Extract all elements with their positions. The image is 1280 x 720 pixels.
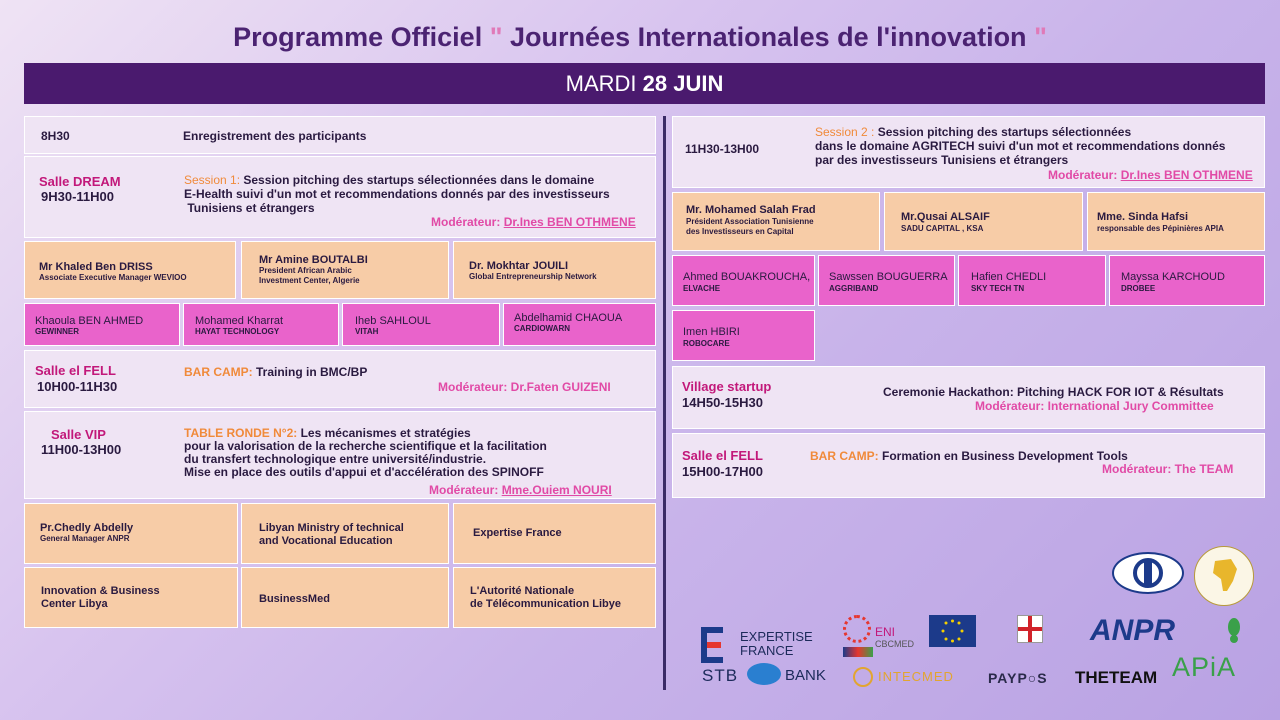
eni-cbcmed-logo	[875, 626, 914, 650]
investor-name: Mme. Sinda Hafsi	[1097, 211, 1189, 223]
paypos-logo: PAYP○S	[988, 670, 1048, 686]
session-text-2: pour la valorisation de la recherche scientifique et la facilitation	[184, 439, 547, 453]
moderator-name: Mme.Ouiem NOURI	[501, 483, 612, 497]
cbcmed-stripe-icon	[843, 647, 873, 657]
session-text-1: Session pitching des startups sélectionnées	[874, 125, 1132, 139]
session-description: Ceremonie Hackathon: Pitching HACK FOR IOT & Résultats	[883, 385, 1224, 399]
investor-role: Global Entrepreneurship Network	[469, 272, 597, 281]
startup-company: DROBEE	[1121, 284, 1156, 293]
salle-name: Salle DREAM	[39, 174, 121, 189]
panelist-card	[453, 567, 656, 628]
startup-name: Khaoula BEN AHMED	[35, 315, 144, 327]
panelist-card	[24, 503, 238, 564]
startup-card	[958, 255, 1106, 306]
session-label: BAR CAMP:	[184, 365, 253, 379]
salle-name: Village startup	[682, 379, 772, 394]
session-text-4: Mise en place des outils d'appui et d'accélération des SPINOFF	[184, 465, 544, 479]
session-description	[810, 449, 1128, 463]
registration-time: 8H30	[41, 129, 70, 143]
expertise-france-logo	[740, 630, 813, 658]
startup-card	[1109, 255, 1265, 306]
title-quote-open: "	[489, 22, 503, 52]
apip-emblem-icon	[1114, 554, 1182, 592]
registration-row	[24, 116, 656, 154]
startup-card	[342, 303, 500, 346]
registration-text: Enregistrement des participants	[183, 129, 367, 143]
session-text-1: Session pitching des startups sélectionnées dans le domaine	[240, 173, 595, 187]
intecmed-logo: INTECMED	[878, 669, 954, 684]
investor-role-2: Investment Center, Algerie	[259, 276, 360, 285]
startup-company: AGGRIBAND	[829, 284, 879, 293]
investor-card	[884, 192, 1083, 251]
startup-company: CARDIOWARN	[514, 324, 570, 333]
startup-card	[818, 255, 955, 306]
session-vip	[24, 411, 656, 499]
moderator-label: Modérateur:	[429, 483, 502, 497]
page-title	[0, 22, 1280, 53]
africa-map-icon	[1195, 547, 1253, 605]
panelist-card	[453, 503, 656, 564]
startup-company: ROBOCARE	[683, 339, 730, 348]
session-text-2: E-Health suivi d'un mot et recommendations donnés par des investisseurs	[184, 187, 610, 201]
panelist-name: L'Autorité Nationale	[470, 585, 575, 597]
session-time: 10H00-11H30	[37, 379, 118, 394]
session-fell-2	[672, 433, 1265, 498]
logo-text-1: ENI	[875, 625, 896, 639]
session-description	[184, 365, 367, 379]
investor-name: Mr. Mohamed Salah Frad	[686, 204, 816, 216]
session-dream	[24, 156, 656, 238]
startup-name: Imen HBIRI	[683, 326, 740, 338]
session-time: 11H30-13H00	[685, 142, 760, 156]
title-quote-close: "	[1034, 22, 1047, 52]
panelist-card	[241, 503, 449, 564]
panelist-name-2: Center Libya	[41, 598, 108, 610]
investor-name: Mr.Qusai ALSAIF	[901, 211, 990, 223]
salle-name: Salle el FELL	[682, 448, 763, 463]
session-label: Session 1:	[184, 173, 241, 187]
stb-bank-text: BANK	[785, 667, 826, 684]
startup-company: VITAH	[355, 327, 379, 336]
investor-card	[1087, 192, 1265, 251]
moderator	[431, 215, 636, 229]
investor-name: Mr Amine BOUTALBI	[259, 254, 368, 266]
column-divider	[663, 116, 666, 690]
startup-company: HAYAT TECHNOLOGY	[195, 327, 280, 336]
session-time: 9H30-11H00	[41, 189, 114, 204]
panelist-role: General Manager ANPR	[40, 534, 130, 543]
session-label: BAR CAMP:	[810, 449, 879, 463]
startup-card	[503, 303, 656, 346]
startup-company: SKY TECH TN	[971, 284, 1025, 293]
panelist-name: Innovation & Business	[41, 585, 160, 597]
salle-name: Salle el FELL	[35, 363, 116, 378]
session-label: TABLE RONDE N°2:	[184, 426, 298, 440]
investor-card	[241, 241, 449, 299]
panelist-card	[241, 567, 449, 628]
moderator-name: Dr.Ines BEN OTHMENE	[1120, 168, 1253, 182]
session-text-3: du transfert technologique entre université/industrie.	[184, 452, 487, 466]
session-text: Formation en Business Development Tools	[878, 449, 1128, 463]
africa-emblem-logo	[1194, 546, 1254, 606]
salle-name: Salle VIP	[51, 427, 106, 442]
startup-name: Hafien CHEDLI	[971, 271, 1047, 283]
panelist-name: Libyan Ministry of technical	[259, 522, 404, 534]
session-description	[815, 125, 1265, 167]
investor-role: President African Arabic	[259, 266, 352, 275]
investor-role: Associate Executive Manager WEVIOO	[39, 273, 187, 282]
session-text-3: Tunisiens et étrangers	[187, 201, 315, 215]
startup-name: Ahmed BOUAKROUCHA,	[683, 271, 811, 283]
startup-card	[672, 310, 815, 361]
stb-logo-text: STB	[702, 666, 739, 685]
startup-card	[672, 255, 815, 306]
startup-company: GEWINNER	[35, 327, 79, 336]
startup-name: Abdelhamid CHAOUA	[514, 312, 623, 324]
moderator-label: Modérateur:	[1048, 168, 1121, 182]
session-village	[672, 366, 1265, 429]
moderator: Modérateur: International Jury Committee	[975, 399, 1214, 413]
investor-role: Président Association Tunisienne	[686, 217, 814, 226]
session-time: 11H00-13H00	[41, 442, 122, 457]
session-time: 14H50-15H30	[682, 395, 763, 410]
session-description	[184, 173, 654, 215]
intecmed-icon	[853, 667, 873, 687]
panelist-name: Expertise France	[473, 527, 562, 539]
eni-cbcmed-icon	[843, 615, 871, 643]
startup-name: Mohamed Kharrat	[195, 315, 284, 327]
moderator: Modérateur: Dr.Faten GUIZENI	[438, 380, 611, 394]
panelist-card	[24, 567, 238, 628]
session-label: Session 2 :	[815, 125, 875, 139]
startup-card	[24, 303, 180, 346]
panelist-name-2: de Télécommunication Libye	[470, 598, 621, 610]
startup-name: Sawssen BOUGUERRA	[829, 271, 948, 283]
session-text: Training in BMC/BP	[252, 365, 368, 379]
investor-card	[24, 241, 236, 299]
investor-name: Mr Khaled Ben DRISS	[39, 261, 153, 273]
session-text-2: dans le domaine AGRITECH suivi d'un mot et recommendations donnés	[815, 139, 1226, 153]
title-main: Programme Officiel	[233, 22, 483, 52]
expertise-france-icon	[701, 627, 723, 663]
session-fell	[24, 350, 656, 408]
apip-emblem-logo	[1112, 552, 1184, 594]
sardinia-flag-icon	[1017, 615, 1043, 643]
day-label: MARDI	[565, 71, 637, 96]
startup-company: ELVACHE	[683, 284, 721, 293]
panelist-name: BusinessMed	[259, 593, 330, 605]
moderator-name: Dr.Ines BEN OTHMENE	[503, 215, 636, 229]
investor-role: responsable des Pépinières APIA	[1097, 224, 1224, 233]
investor-role-2: des Investisseurs en Capital	[686, 227, 794, 236]
stb-brain-icon	[747, 663, 781, 685]
title-subtitle: Journées Internationales de l'innovation	[502, 22, 1035, 52]
session-description	[184, 427, 654, 479]
moderator	[429, 483, 612, 497]
session-time: 15H00-17H00	[682, 464, 763, 479]
startup-name: Iheb SAHLOUL	[355, 315, 431, 327]
apia-leaf-icon	[1220, 617, 1248, 645]
logo-text-2: CBCMED	[875, 639, 915, 649]
investor-card	[672, 192, 880, 251]
session-text-1: Les mécanismes et stratégies	[297, 426, 471, 440]
investor-name: Dr. Mokhtar JOUILI	[469, 260, 569, 272]
logo-text-1: EXPERTISE	[740, 629, 813, 644]
panelist-name: Pr.Chedly Abdelly	[40, 522, 134, 534]
startup-card	[183, 303, 339, 346]
startup-name: Mayssa KARCHOUD	[1121, 271, 1225, 283]
anpr-logo: ANPR	[1090, 614, 1176, 647]
eu-flag-icon	[929, 615, 976, 647]
investor-role: SADU CAPITAL , KSA	[901, 224, 984, 233]
day-banner	[24, 63, 1265, 104]
moderator: Modérateur: The TEAM	[1102, 462, 1234, 476]
date-label: 28 JUIN	[642, 71, 724, 96]
session-2	[672, 116, 1265, 188]
investor-card	[453, 241, 656, 299]
theteam-logo: THETEAM	[1075, 668, 1158, 687]
moderator-label: Modérateur:	[431, 215, 504, 229]
logo-text-2: FRANCE	[740, 643, 794, 658]
apia-logo: APiA	[1172, 652, 1237, 682]
session-text-3: par des investisseurs Tunisiens et étrangers	[815, 153, 1069, 167]
panelist-name-2: and Vocational Education	[259, 535, 393, 547]
moderator	[1048, 168, 1253, 182]
